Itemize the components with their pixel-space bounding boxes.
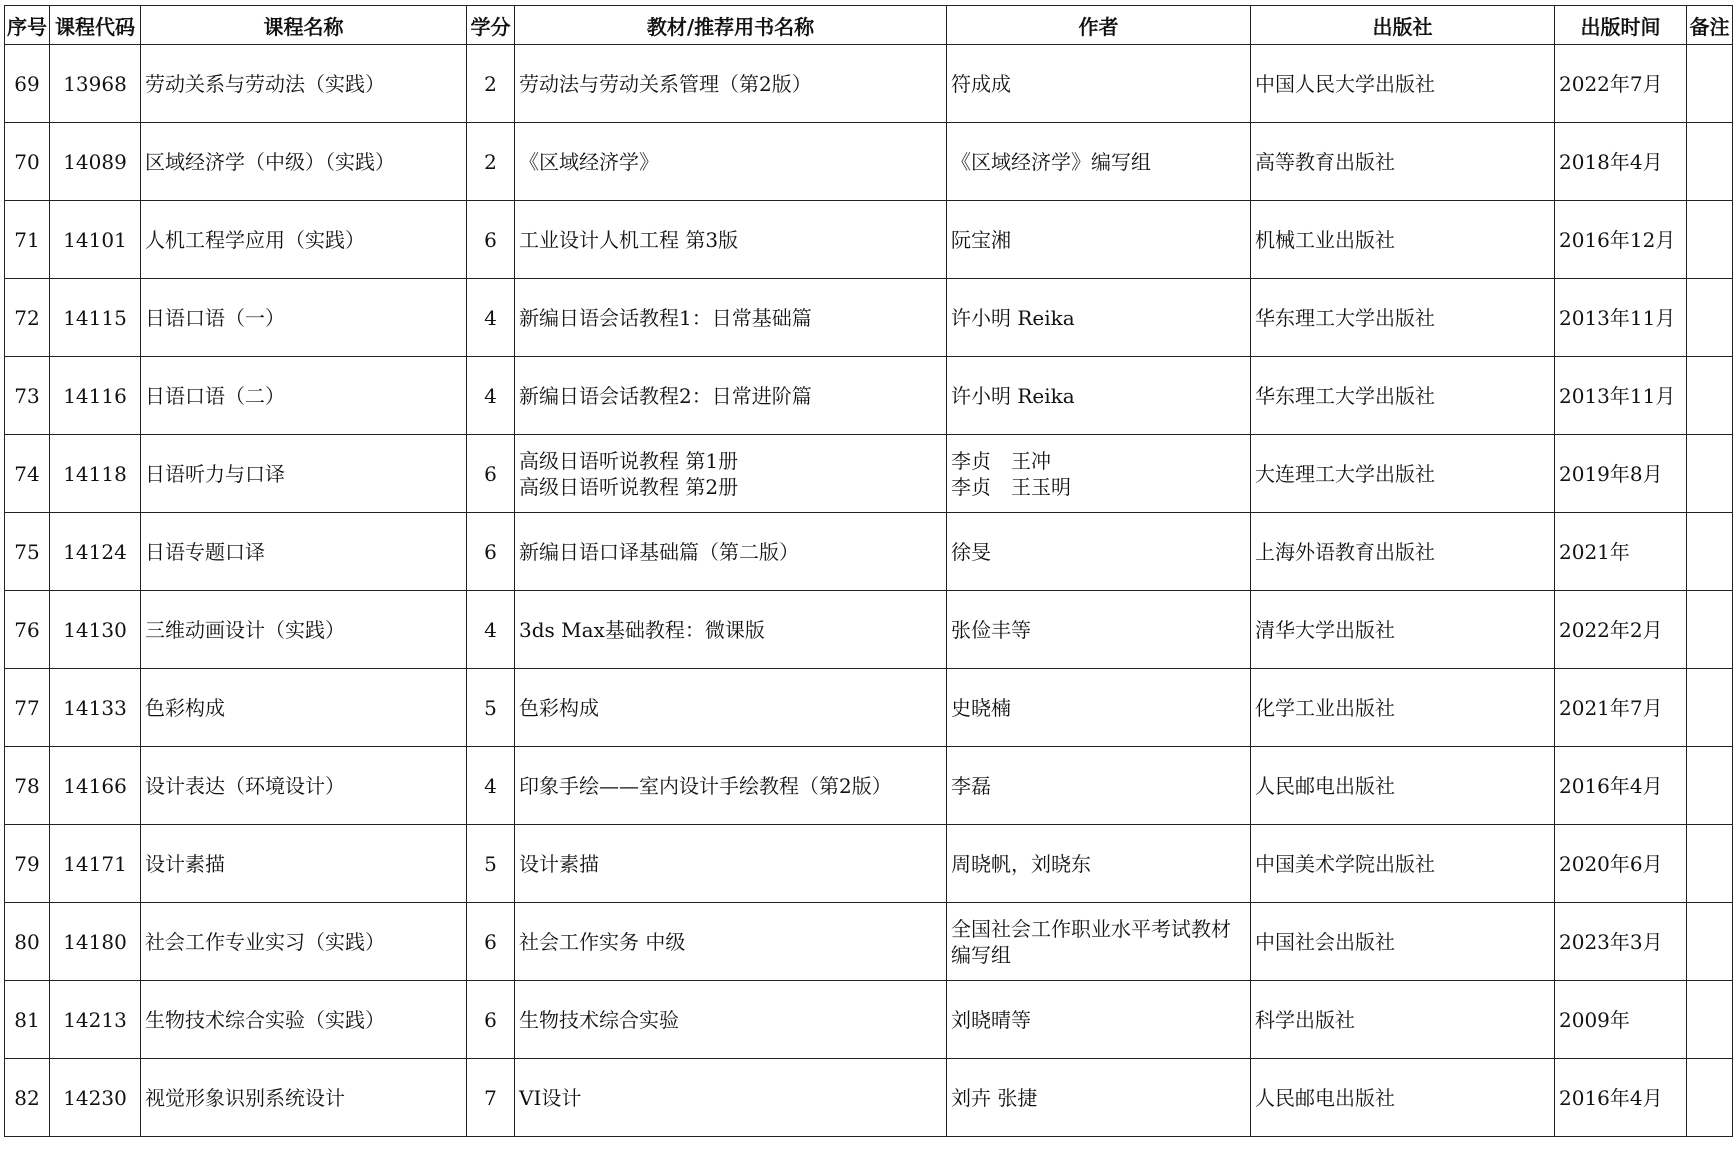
cell-textbook xyxy=(515,513,947,591)
cell-course-name: 人机工程学应用（实践） xyxy=(141,201,467,279)
cell-course-name: 生物技术综合实验（实践） xyxy=(141,981,467,1059)
cell-note xyxy=(1687,45,1733,123)
cell-course-name: 色彩构成 xyxy=(141,669,467,747)
header-publisher: 出版社 xyxy=(1251,6,1555,45)
table-row xyxy=(5,825,1733,903)
header-seq: 序号 xyxy=(5,6,50,45)
cell-seq: 71 xyxy=(5,201,50,279)
cell-course-code: 14116 xyxy=(50,357,141,435)
cell-course-name: 日语听力与口译 xyxy=(141,435,467,513)
cell-author-line: 全国社会工作职业水平考试教材编写组 xyxy=(951,916,1231,967)
cell-note xyxy=(1687,669,1733,747)
cell-course-code: 14230 xyxy=(50,1059,141,1137)
cell-credit: 6 xyxy=(467,435,515,513)
cell-publish-date: 2009年 xyxy=(1555,981,1687,1059)
cell-course-name: 日语专题口译 xyxy=(141,513,467,591)
cell-textbook xyxy=(515,45,947,123)
cell-textbook-line: 3ds Max基础教程：微课版 xyxy=(519,617,765,642)
cell-publish-date: 2023年3月 xyxy=(1555,903,1687,981)
header-row xyxy=(5,6,1733,45)
cell-textbook-line: 劳动法与劳动关系管理（第2版） xyxy=(519,71,812,96)
cell-author xyxy=(947,513,1251,591)
cell-textbook-line: 工业设计人机工程 第3版 xyxy=(519,227,739,252)
cell-author xyxy=(947,669,1251,747)
cell-publish-date: 2018年4月 xyxy=(1555,123,1687,201)
cell-seq: 76 xyxy=(5,591,50,669)
cell-course-code: 14133 xyxy=(50,669,141,747)
table-body xyxy=(5,45,1733,1137)
cell-publish-date: 2016年12月 xyxy=(1555,201,1687,279)
cell-author xyxy=(947,357,1251,435)
table-row xyxy=(5,435,1733,513)
cell-credit: 6 xyxy=(467,201,515,279)
cell-publish-date: 2022年7月 xyxy=(1555,45,1687,123)
cell-author-line: 徐旻 xyxy=(951,539,991,564)
cell-course-name: 劳动关系与劳动法（实践） xyxy=(141,45,467,123)
cell-publish-date: 2020年6月 xyxy=(1555,825,1687,903)
cell-course-code: 14124 xyxy=(50,513,141,591)
cell-seq: 69 xyxy=(5,45,50,123)
cell-author xyxy=(947,435,1251,513)
cell-textbook xyxy=(515,435,947,513)
cell-credit: 6 xyxy=(467,513,515,591)
cell-note xyxy=(1687,1059,1733,1137)
cell-note xyxy=(1687,825,1733,903)
cell-textbook-line: 《区域经济学》 xyxy=(519,149,659,174)
header-course-name: 课程名称 xyxy=(141,6,467,45)
cell-credit: 2 xyxy=(467,45,515,123)
cell-publish-date: 2021年7月 xyxy=(1555,669,1687,747)
cell-note xyxy=(1687,357,1733,435)
cell-seq: 73 xyxy=(5,357,50,435)
header-publish-date: 出版时间 xyxy=(1555,6,1687,45)
cell-textbook-line: 印象手绘——室内设计手绘教程（第2版） xyxy=(519,773,892,798)
cell-author-line: 李磊 xyxy=(951,773,991,798)
cell-author xyxy=(947,45,1251,123)
header-textbook: 教材/推荐用书名称 xyxy=(515,6,947,45)
cell-author xyxy=(947,903,1251,981)
cell-seq: 70 xyxy=(5,123,50,201)
cell-publisher: 大连理工大学出版社 xyxy=(1251,435,1555,513)
cell-textbook xyxy=(515,903,947,981)
cell-author xyxy=(947,591,1251,669)
cell-note xyxy=(1687,747,1733,825)
textbook-list-sheet xyxy=(4,5,1733,1137)
cell-note xyxy=(1687,591,1733,669)
cell-author xyxy=(947,123,1251,201)
cell-author-line: 《区域经济学》编写组 xyxy=(951,149,1151,174)
cell-course-code: 14101 xyxy=(50,201,141,279)
cell-note xyxy=(1687,123,1733,201)
cell-author-line: 许小明 Reika xyxy=(951,305,1075,330)
cell-note xyxy=(1687,903,1733,981)
cell-credit: 2 xyxy=(467,123,515,201)
table-row xyxy=(5,513,1733,591)
cell-publisher: 清华大学出版社 xyxy=(1251,591,1555,669)
cell-author xyxy=(947,1059,1251,1137)
cell-author-line: 符成成 xyxy=(951,71,1011,96)
cell-publisher: 人民邮电出版社 xyxy=(1251,747,1555,825)
table-row xyxy=(5,591,1733,669)
cell-author xyxy=(947,747,1251,825)
cell-textbook-line: 新编日语会话教程2：日常进阶篇 xyxy=(519,383,812,408)
cell-author-line: 史晓楠 xyxy=(951,695,1011,720)
cell-course-name: 社会工作专业实习（实践） xyxy=(141,903,467,981)
table-row xyxy=(5,669,1733,747)
table-row xyxy=(5,123,1733,201)
cell-credit: 4 xyxy=(467,357,515,435)
cell-publish-date: 2013年11月 xyxy=(1555,357,1687,435)
cell-course-code: 14130 xyxy=(50,591,141,669)
cell-course-name: 日语口语（一） xyxy=(141,279,467,357)
cell-textbook xyxy=(515,123,947,201)
cell-textbook xyxy=(515,825,947,903)
cell-course-name: 日语口语（二） xyxy=(141,357,467,435)
cell-credit: 5 xyxy=(467,825,515,903)
cell-author xyxy=(947,201,1251,279)
cell-publisher: 上海外语教育出版社 xyxy=(1251,513,1555,591)
cell-credit: 4 xyxy=(467,591,515,669)
cell-seq: 75 xyxy=(5,513,50,591)
header-author: 作者 xyxy=(947,6,1251,45)
cell-course-code: 14180 xyxy=(50,903,141,981)
cell-seq: 78 xyxy=(5,747,50,825)
cell-credit: 6 xyxy=(467,903,515,981)
cell-author xyxy=(947,279,1251,357)
cell-note xyxy=(1687,279,1733,357)
cell-course-name: 区域经济学（中级）（实践） xyxy=(141,123,467,201)
cell-publish-date: 2013年11月 xyxy=(1555,279,1687,357)
cell-seq: 72 xyxy=(5,279,50,357)
cell-publish-date: 2016年4月 xyxy=(1555,747,1687,825)
cell-publish-date: 2016年4月 xyxy=(1555,1059,1687,1137)
cell-seq: 80 xyxy=(5,903,50,981)
cell-textbook xyxy=(515,279,947,357)
cell-textbook-line: 新编日语口译基础篇（第二版） xyxy=(519,539,799,564)
cell-author-line: 张俭丰等 xyxy=(951,617,1031,642)
cell-publisher: 中国社会出版社 xyxy=(1251,903,1555,981)
cell-publisher: 中国美术学院出版社 xyxy=(1251,825,1555,903)
cell-seq: 82 xyxy=(5,1059,50,1137)
cell-seq: 77 xyxy=(5,669,50,747)
table-row xyxy=(5,357,1733,435)
cell-credit: 6 xyxy=(467,981,515,1059)
cell-seq: 79 xyxy=(5,825,50,903)
cell-seq: 74 xyxy=(5,435,50,513)
cell-textbook xyxy=(515,1059,947,1137)
cell-publish-date: 2022年2月 xyxy=(1555,591,1687,669)
cell-author-line: 刘卉 张捷 xyxy=(951,1085,1038,1110)
cell-textbook xyxy=(515,591,947,669)
cell-author-line: 李贞 王冲 xyxy=(951,448,1051,473)
cell-publisher: 人民邮电出版社 xyxy=(1251,1059,1555,1137)
table-row xyxy=(5,279,1733,357)
cell-credit: 4 xyxy=(467,279,515,357)
table-row xyxy=(5,747,1733,825)
cell-publish-date: 2021年 xyxy=(1555,513,1687,591)
table-row xyxy=(5,903,1733,981)
cell-textbook-line: 社会工作实务 中级 xyxy=(519,929,686,954)
cell-course-name: 视觉形象识别系统设计 xyxy=(141,1059,467,1137)
cell-credit: 7 xyxy=(467,1059,515,1137)
cell-credit: 5 xyxy=(467,669,515,747)
header-credit: 学分 xyxy=(467,6,515,45)
cell-textbook xyxy=(515,981,947,1059)
cell-textbook-line: 色彩构成 xyxy=(519,695,599,720)
cell-note xyxy=(1687,981,1733,1059)
cell-textbook-line: 设计素描 xyxy=(519,851,599,876)
cell-course-code: 14115 xyxy=(50,279,141,357)
cell-credit: 4 xyxy=(467,747,515,825)
cell-publish-date: 2019年8月 xyxy=(1555,435,1687,513)
cell-note xyxy=(1687,513,1733,591)
table-row xyxy=(5,981,1733,1059)
table-row xyxy=(5,201,1733,279)
cell-textbook-line: 高级日语听说教程 第2册 xyxy=(519,474,739,499)
header-course-code: 课程代码 xyxy=(50,6,141,45)
cell-course-code: 14089 xyxy=(50,123,141,201)
cell-publisher: 科学出版社 xyxy=(1251,981,1555,1059)
cell-textbook xyxy=(515,669,947,747)
cell-note xyxy=(1687,435,1733,513)
cell-publisher: 中国人民大学出版社 xyxy=(1251,45,1555,123)
table-row xyxy=(5,45,1733,123)
cell-course-code: 14118 xyxy=(50,435,141,513)
cell-author-line: 刘晓晴等 xyxy=(951,1007,1031,1032)
cell-course-name: 设计表达（环境设计） xyxy=(141,747,467,825)
textbook-table xyxy=(4,5,1733,1137)
cell-author xyxy=(947,825,1251,903)
cell-author xyxy=(947,981,1251,1059)
cell-course-code: 14171 xyxy=(50,825,141,903)
cell-course-code: 14166 xyxy=(50,747,141,825)
cell-course-name: 设计素描 xyxy=(141,825,467,903)
cell-course-code: 14213 xyxy=(50,981,141,1059)
cell-seq: 81 xyxy=(5,981,50,1059)
cell-course-name: 三维动画设计（实践） xyxy=(141,591,467,669)
cell-author-line: 阮宝湘 xyxy=(951,227,1011,252)
cell-textbook-line: 新编日语会话教程1：日常基础篇 xyxy=(519,305,812,330)
cell-publisher: 高等教育出版社 xyxy=(1251,123,1555,201)
cell-textbook xyxy=(515,747,947,825)
table-row xyxy=(5,1059,1733,1137)
cell-publisher: 华东理工大学出版社 xyxy=(1251,279,1555,357)
cell-author-line: 许小明 Reika xyxy=(951,383,1075,408)
cell-publisher: 华东理工大学出版社 xyxy=(1251,357,1555,435)
cell-textbook-line: 生物技术综合实验 xyxy=(519,1007,679,1032)
cell-publisher: 机械工业出版社 xyxy=(1251,201,1555,279)
cell-textbook xyxy=(515,357,947,435)
cell-publisher: 化学工业出版社 xyxy=(1251,669,1555,747)
cell-textbook-line: 高级日语听说教程 第1册 xyxy=(519,448,739,473)
cell-author-line: 李贞 王玉明 xyxy=(951,474,1071,499)
cell-textbook-line: VI设计 xyxy=(519,1085,582,1110)
header-note: 备注 xyxy=(1687,6,1733,45)
cell-textbook xyxy=(515,201,947,279)
cell-author-line: 周晓帆，刘晓东 xyxy=(951,851,1091,876)
cell-course-code: 13968 xyxy=(50,45,141,123)
cell-note xyxy=(1687,201,1733,279)
